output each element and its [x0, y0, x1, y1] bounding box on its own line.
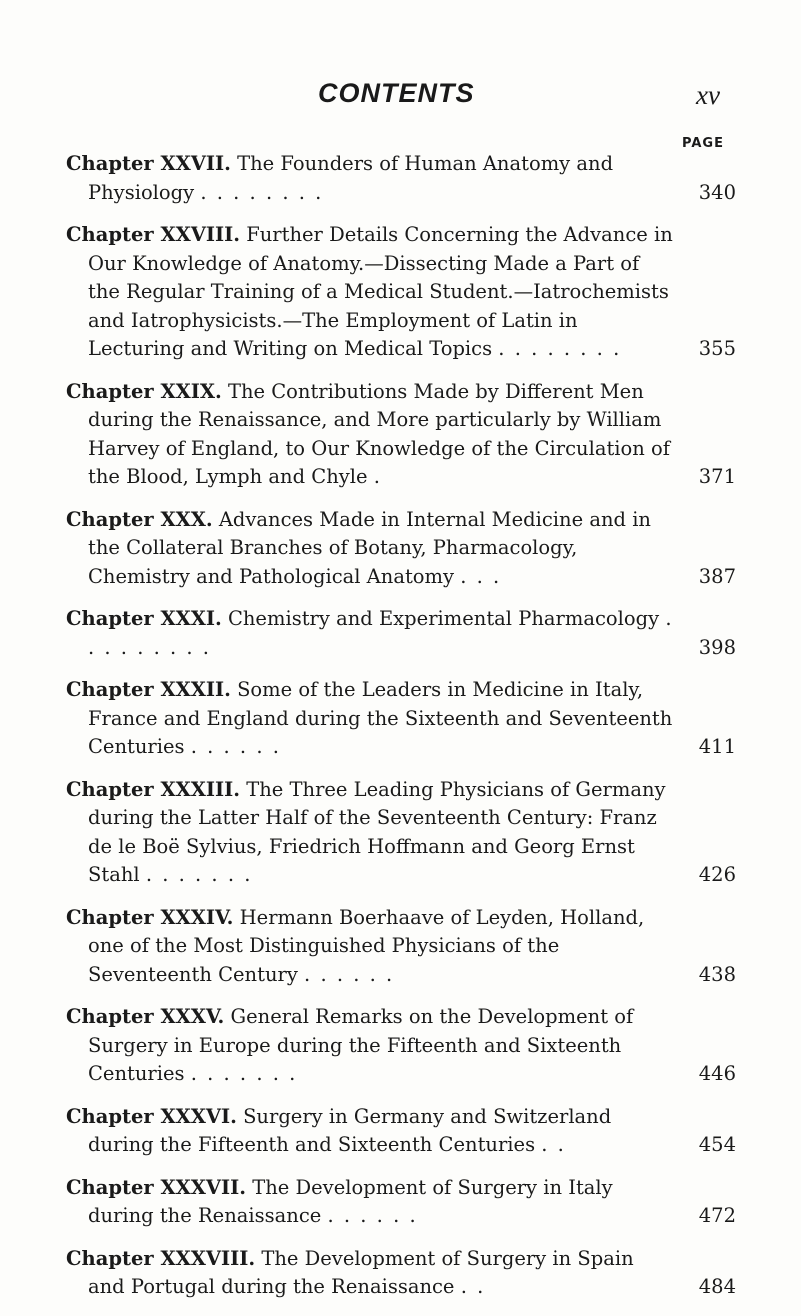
toc-entry	[66, 150, 736, 207]
chapter-page-number: 398	[698, 635, 736, 659]
chapter-page-number: 438	[698, 962, 736, 986]
page-header	[0, 78, 801, 118]
toc-entry-text	[66, 378, 736, 492]
running-title: CONTENTS	[318, 78, 475, 108]
toc-entry	[66, 776, 736, 890]
chapter-page-number: 355	[698, 337, 736, 360]
chapter-title: The Contributions Made by Different Men during the Renaissance, and More particularly by William Harvey of England, to Our Knowledge of the Circulation of the Blood, Lymph and Chyle	[88, 379, 670, 488]
chapter-label: Chapter XXXVII.	[66, 1175, 246, 1199]
toc-entry	[66, 676, 736, 762]
toc-entry-text	[66, 1245, 736, 1302]
chapter-title: Some of the Leaders in Medicine in Italy, France and England during the Sixteenth and Seventeenth Centuries	[88, 678, 673, 758]
toc-entry	[66, 904, 736, 990]
chapter-title: The Development of Surgery in Italy during the Renaissance	[88, 1175, 613, 1227]
toc-entry-text	[66, 904, 736, 990]
chapter-label: Chapter XXXV.	[66, 1005, 225, 1028]
chapter-label: Chapter XXXVIII.	[66, 1246, 256, 1270]
dot-leader: . . . . . .	[304, 962, 395, 986]
chapter-title: Chemistry and Experimental Pharmacology	[227, 607, 660, 630]
chapter-label: Chapter XXVII.	[66, 152, 231, 175]
chapter-page-number: 411	[698, 735, 736, 758]
chapter-page-number: 484	[698, 1275, 736, 1298]
toc-entry-text	[66, 1174, 736, 1231]
dot-leader: . . . . . .	[190, 735, 281, 758]
chapter-page-number: 340	[698, 180, 736, 204]
toc-entry	[66, 605, 736, 662]
dot-leader: .	[373, 465, 382, 488]
dot-leader: . . . . . . .	[190, 1062, 298, 1085]
chapter-title: The Founders of Human Anatomy and Physiology	[88, 152, 614, 204]
chapter-title: Advances Made in Internal Medicine and in the Collateral Branches of Botany, Pharmacology, Chemistry and Pathological Anatomy	[88, 507, 651, 588]
chapter-label: Chapter XXXIII.	[66, 777, 240, 801]
toc-entry	[66, 1003, 736, 1089]
chapter-page-number: 446	[698, 1062, 736, 1085]
chapter-page-number: 387	[698, 564, 736, 588]
toc-entry	[66, 378, 736, 492]
chapter-label: Chapter XXX.	[66, 507, 213, 531]
dot-leader: . . . . . . . .	[200, 180, 324, 204]
dot-leader: . . . . . . . . .	[88, 607, 674, 659]
toc-entry	[66, 1103, 736, 1160]
chapter-page-number: 371	[698, 465, 736, 488]
chapter-label: Chapter XXXVI.	[66, 1104, 237, 1128]
chapter-title: The Development of Surgery in Spain and Portugal during the Renaissance	[88, 1246, 634, 1298]
chapter-label: Chapter XXXII.	[66, 678, 231, 701]
toc-entry-text	[66, 776, 736, 890]
table-of-contents	[66, 150, 736, 1316]
toc-entry	[66, 221, 736, 364]
toc-entry	[66, 1174, 736, 1231]
chapter-title: Surgery in Germany and Switzerland during the Fifteenth and Sixteenth Centuries	[88, 1104, 612, 1156]
chapter-title: The Three Leading Physicians of Germany during the Latter Half of the Seventeenth Century: Franz de le Boë Sylvius, Friedrich Hoffmann and Georg Ernst Stahl	[88, 777, 666, 886]
toc-entry	[66, 506, 736, 592]
chapter-title: Further Details Concerning the Advance in Our Knowledge of Anatomy.—Dissecting Made a Part of the Regular Training of a Medical Student.—Iatrochemists and Iatrophysicists.—The Employment of Latin in Lecturing and Writing on Medical Topics	[88, 223, 673, 360]
dot-leader: . . . . . .	[327, 1204, 418, 1227]
toc-entry	[66, 1245, 736, 1302]
toc-entry-text	[66, 221, 736, 364]
chapter-label: Chapter XXIX.	[66, 379, 222, 403]
chapter-label: Chapter XXXIV.	[66, 905, 234, 929]
toc-entry-text	[66, 506, 736, 592]
chapter-label: Chapter XXXI.	[66, 607, 222, 630]
page-column-label: PAGE	[682, 136, 724, 151]
toc-entry-text	[66, 1103, 736, 1160]
toc-entry-text	[66, 676, 736, 762]
dot-leader: . .	[460, 1275, 486, 1298]
chapter-title: General Remarks on the Development of Surgery in Europe during the Fifteenth and Sixteenth Centuries	[88, 1005, 634, 1085]
chapter-page-number: 426	[698, 863, 736, 886]
toc-entry-text	[66, 605, 736, 662]
toc-entry-text	[66, 1003, 736, 1089]
dot-leader: . . .	[460, 564, 502, 588]
dot-leader: . .	[541, 1133, 566, 1156]
chapter-label: Chapter XXVIII.	[66, 223, 240, 246]
toc-list	[66, 150, 736, 1302]
chapter-page-number: 454	[698, 1133, 736, 1156]
dot-leader: . . . . . . .	[145, 863, 253, 886]
chapter-title: Hermann Boerhaave of Leyden, Holland, one of the Most Distinguished Physicians of the Seventeenth Century	[88, 905, 645, 986]
dot-leader: . . . . . . . .	[498, 337, 622, 360]
chapter-page-number: 472	[698, 1204, 736, 1227]
toc-entry-text	[66, 150, 736, 207]
page-number: xv	[696, 80, 720, 110]
